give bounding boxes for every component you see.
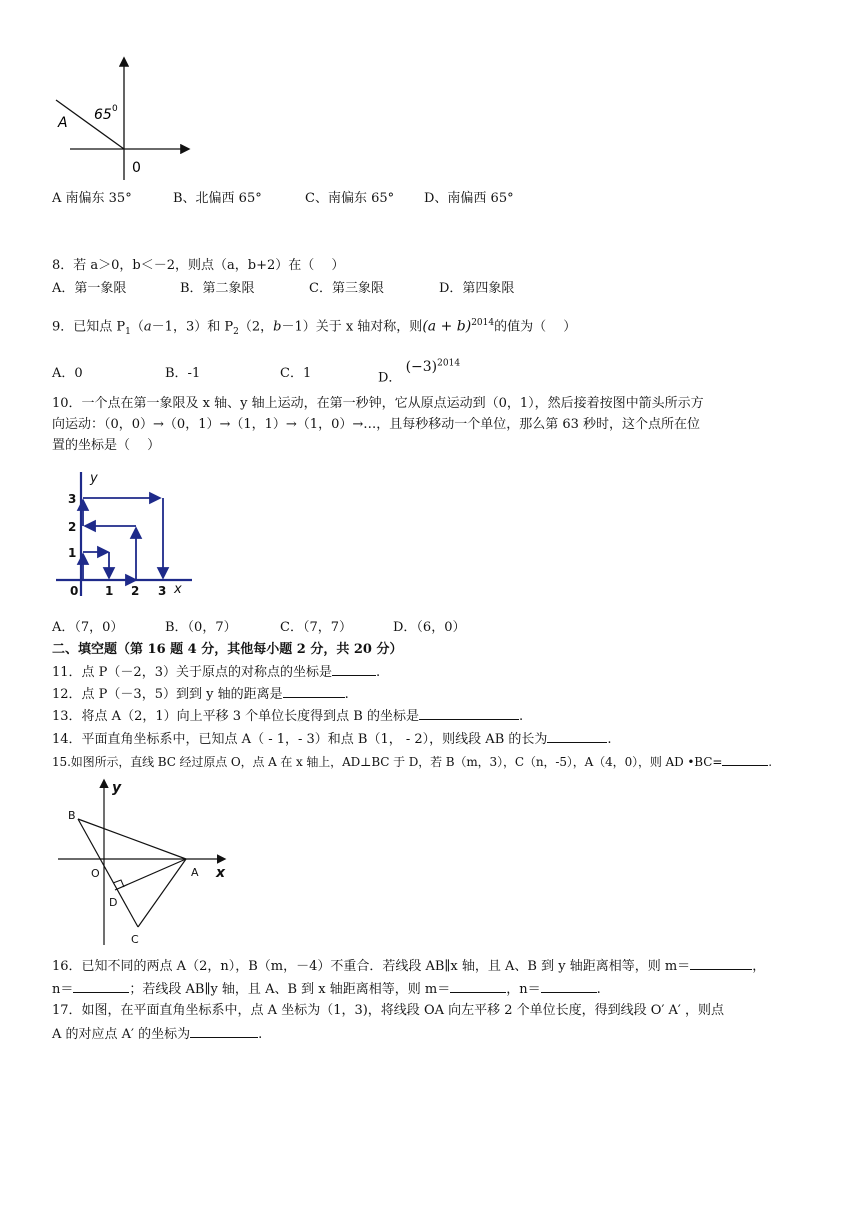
q17-line2: A 的对应点 A′ 的坐标为 .: [52, 1027, 263, 1042]
q15-label-y: y: [112, 780, 122, 796]
q16-m-blank-2[interactable]: [450, 980, 506, 993]
q10-stem-line3: 置的坐标是（ ）: [52, 438, 161, 453]
q16-m-blank-1[interactable]: [690, 957, 752, 970]
q9-expression: (a + b): [422, 318, 472, 335]
q10-ytick-2: 2: [68, 520, 77, 534]
q15-label-b: B: [68, 809, 76, 822]
q17-answer-blank[interactable]: [190, 1025, 258, 1038]
q9-stem: 9．已知点 $P_1(a-1$，3）和 $P_2(2$，b－1）关于 x 轴对称，则$(a + b)^{2014}$的值为（ ）: [52, 318, 577, 337]
q17-line1: 17．如图，在平面直角坐标系中，点 A 坐标为（1，3)，将线段 OA 向左平移 2 个单位长度，得到线段 O′ A′ ，则点: [52, 1003, 725, 1018]
q8-option-c: C．第三象限: [309, 281, 384, 296]
q9-option-d-expression: (−3): [405, 359, 438, 376]
q10-stem-line2: 向运动：（0，0）→（0，1）→（1，1）→（1，0）→…，且每秒移动一个单位，那么第 63 秒时，这个点所在位: [52, 417, 701, 432]
section2-heading: 二、填空题（第 16 题 4 分，其他每小题 2 分，共 20 分）: [52, 642, 403, 657]
q12-answer-blank[interactable]: [283, 685, 345, 698]
q14-answer-blank[interactable]: [547, 730, 607, 743]
q7-point-a: A: [58, 115, 68, 131]
q7-direction-figure: [50, 55, 200, 185]
q13-answer-blank[interactable]: [419, 707, 519, 720]
q9-option-c: C．1: [280, 366, 312, 381]
q10-x-axis-label: x: [174, 582, 182, 597]
q7-option-a: A 南偏东 35°: [52, 191, 132, 206]
q12-text: 12．点 P（－3，5）到到 y 轴的距离是 .: [52, 687, 349, 702]
q10-option-b: B．（0，7）: [165, 620, 237, 635]
q11-answer-blank[interactable]: [332, 663, 376, 676]
q10-xtick-3: 3: [158, 584, 167, 598]
q15-answer-blank[interactable]: [722, 753, 768, 766]
q9-option-d: D． $(-3)^{2014}$: [378, 359, 461, 386]
q7-angle-label: 65: [94, 107, 112, 123]
q7-option-b: B、北偏西 65°: [173, 191, 262, 206]
q8-option-a: A．第一象限: [52, 281, 127, 296]
q10-path-figure: [52, 468, 202, 603]
q10-origin-label: 0: [70, 584, 79, 598]
q10-option-d: D．（6，0）: [393, 620, 466, 635]
q13-text: 13．将点 A（2，1）向上平移 3 个单位长度得到点 B 的坐标是 .: [52, 709, 524, 724]
q16-line2: n＝ ；若线段 AB∥y 轴，且 A、B 到 x 轴距离相等，则 m＝ ，n＝ .: [52, 982, 601, 997]
q10-xtick-2: 2: [131, 584, 140, 598]
q10-option-a: A．（7，0）: [52, 620, 124, 635]
q9-option-a: A．0: [52, 366, 83, 381]
q7-origin-label: 0: [132, 160, 141, 176]
q15-label-a: A: [191, 866, 199, 879]
q15-triangle-figure: [58, 775, 238, 950]
q10-ytick-3: 3: [68, 492, 77, 506]
q7-option-d: D、南偏西 65°: [424, 191, 514, 206]
q16-n-blank-2[interactable]: [541, 980, 597, 993]
q15-label-x: x: [216, 865, 226, 881]
q16-n-blank-1[interactable]: [73, 980, 129, 993]
q15-label-o: O: [91, 867, 100, 880]
q7-degree-mark: 0: [112, 104, 118, 114]
q10-stem-line1: 10．一个点在第一象限及 x 轴、y 轴上运动，在第一秒钟，它从原点运动到（0，1），然后接着按图中箭头所示方: [52, 396, 704, 411]
q10-option-c: C．（7，7）: [280, 620, 352, 635]
q16-line1: 16．已知不同的两点 A（2，n），B（m，－4）不重合．若线段 AB∥x 轴，且 A、B 到 y 轴距离相等，则 m＝ ，: [52, 959, 766, 974]
q10-ytick-1: 1: [68, 546, 77, 560]
q8-option-b: B．第二象限: [180, 281, 255, 296]
q15-text: 15.如图所示，直线 BC 经过原点 O，点 A 在 x 轴上，AD⊥BC 于 D，若 B（m，3），C（n，-5），A（4，0），则 AD •BC= .: [52, 755, 772, 769]
q9-option-b: B．-1: [165, 366, 201, 381]
q15-label-d: D: [109, 896, 118, 909]
q15-label-c: C: [131, 933, 139, 946]
q8-option-d: D．第四象限: [439, 281, 515, 296]
q10-xtick-1: 1: [105, 584, 114, 598]
q14-text: 14．平面直角坐标系中，已知点 A（ - 1，- 3）和点 B（1， - 2），则线段 AB 的长为 .: [52, 732, 612, 747]
q10-y-axis-label: y: [90, 471, 98, 486]
q7-option-c: C、南偏东 65°: [305, 191, 395, 206]
q8-stem: 8．若 a＞0，b＜－2，则点（a，b+2）在（ ）: [52, 258, 345, 273]
q11-text: 11．点 P（－2，3）关于原点的对称点的坐标是 .: [52, 665, 381, 680]
